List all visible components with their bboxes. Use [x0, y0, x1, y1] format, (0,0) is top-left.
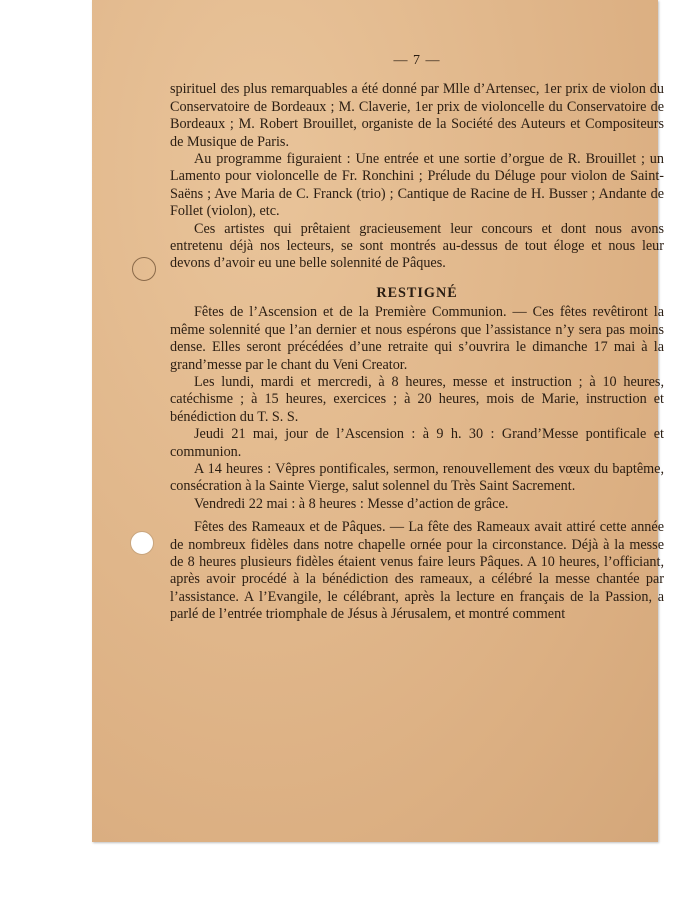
paragraph-vespers: A 14 heures : Vêpres pontificales, sermon, renouvellement des vœux du baptême, consécration à la Sainte Vierge, salut solennel du Très Saint Sacrement. — [170, 460, 664, 495]
paragraph-ascension-feasts: Fêtes de l’Ascension et de la Première Communion. — Ces fêtes revêtiront la même solennité que l’an dernier et nous espérons que l’assistance n’y sera pas moins dense. Elles seront précédées d’une retraite qui s’ouvrira le dimanche 17 mai à la grand’messe par le chant du Veni Creator. — [170, 304, 664, 373]
paper-sheet — [92, 0, 664, 842]
page-text — [170, 52, 664, 624]
punch-hole-mark — [132, 257, 156, 281]
paragraph-concert-program: Au programme figuraient : Une entrée et une sortie d’orgue de R. Brouillet ; un Lamento pour violoncelle de Fr. Ronchini ; Prélude du Déluge pour violon de Saint-Saëns ; Ave Maria de C. Franck (trio) ; Cantique de Racine de H. Busser ; Andante de Follet (violon), etc. — [170, 151, 664, 220]
paragraph-friday-mass: Vendredi 22 mai : à 8 heures : Messe d’action de grâce. — [194, 495, 509, 512]
page-number: — 7 — — [393, 53, 441, 68]
paragraph-palms-easter: Fêtes des Rameaux et de Pâques. — La fête des Rameaux avait attiré cette année de nombreux fidèles dans notre chapelle ornée pour la circonstance. Déjà à la messe de 8 heures plusieurs fidèles étaient venus faire leurs Pâques. A 10 heures, l’officiant, après avoir procédé à la bénédiction des rameaux, a célébré la messe chantée par l’assistance. A l’Evangile, le célébrant, après la lecture en français de la Passion, a parlé de l’entrée triomphale de Jésus à Jérusalem, et montré comment — [170, 519, 664, 623]
paragraph-ascension-thursday: Jeudi 21 mai, jour de l’Ascension : à 9 h. 30 : Grand’Messe pontificale et communion. — [170, 426, 664, 460]
paragraph-concert-praise: Ces artistes qui prêtaient gracieusement leur concours et dont nous avons entretenu déjà nos lecteurs, se sont montrés au-dessus de tout éloge et nous leur devons d’avoir eu une belle solennité de Pâques. — [170, 220, 664, 272]
paragraph-concert-performers: spirituel des plus remarquables a été donné par Mlle d’Artensec, 1er prix de violon du Conservatoire de Bordeaux ; M. Claverie, 1er prix de violoncelle du Conservatoire de Bordeaux ; M. Robert Brouillet, organiste de la Société des Auteurs et Compositeurs de Musique de Paris. — [170, 81, 664, 150]
section-heading: RESTIGNÉ — [376, 284, 458, 301]
paragraph-weekday-schedule: Les lundi, mardi et mercredi, à 8 heures, messe et instruction ; à 10 heures, catéchisme ; à 15 heures, exercices ; à 20 heures, mois de Marie, instruction et bénédiction du T. S. S. — [170, 373, 664, 425]
punch-hole — [130, 531, 154, 555]
